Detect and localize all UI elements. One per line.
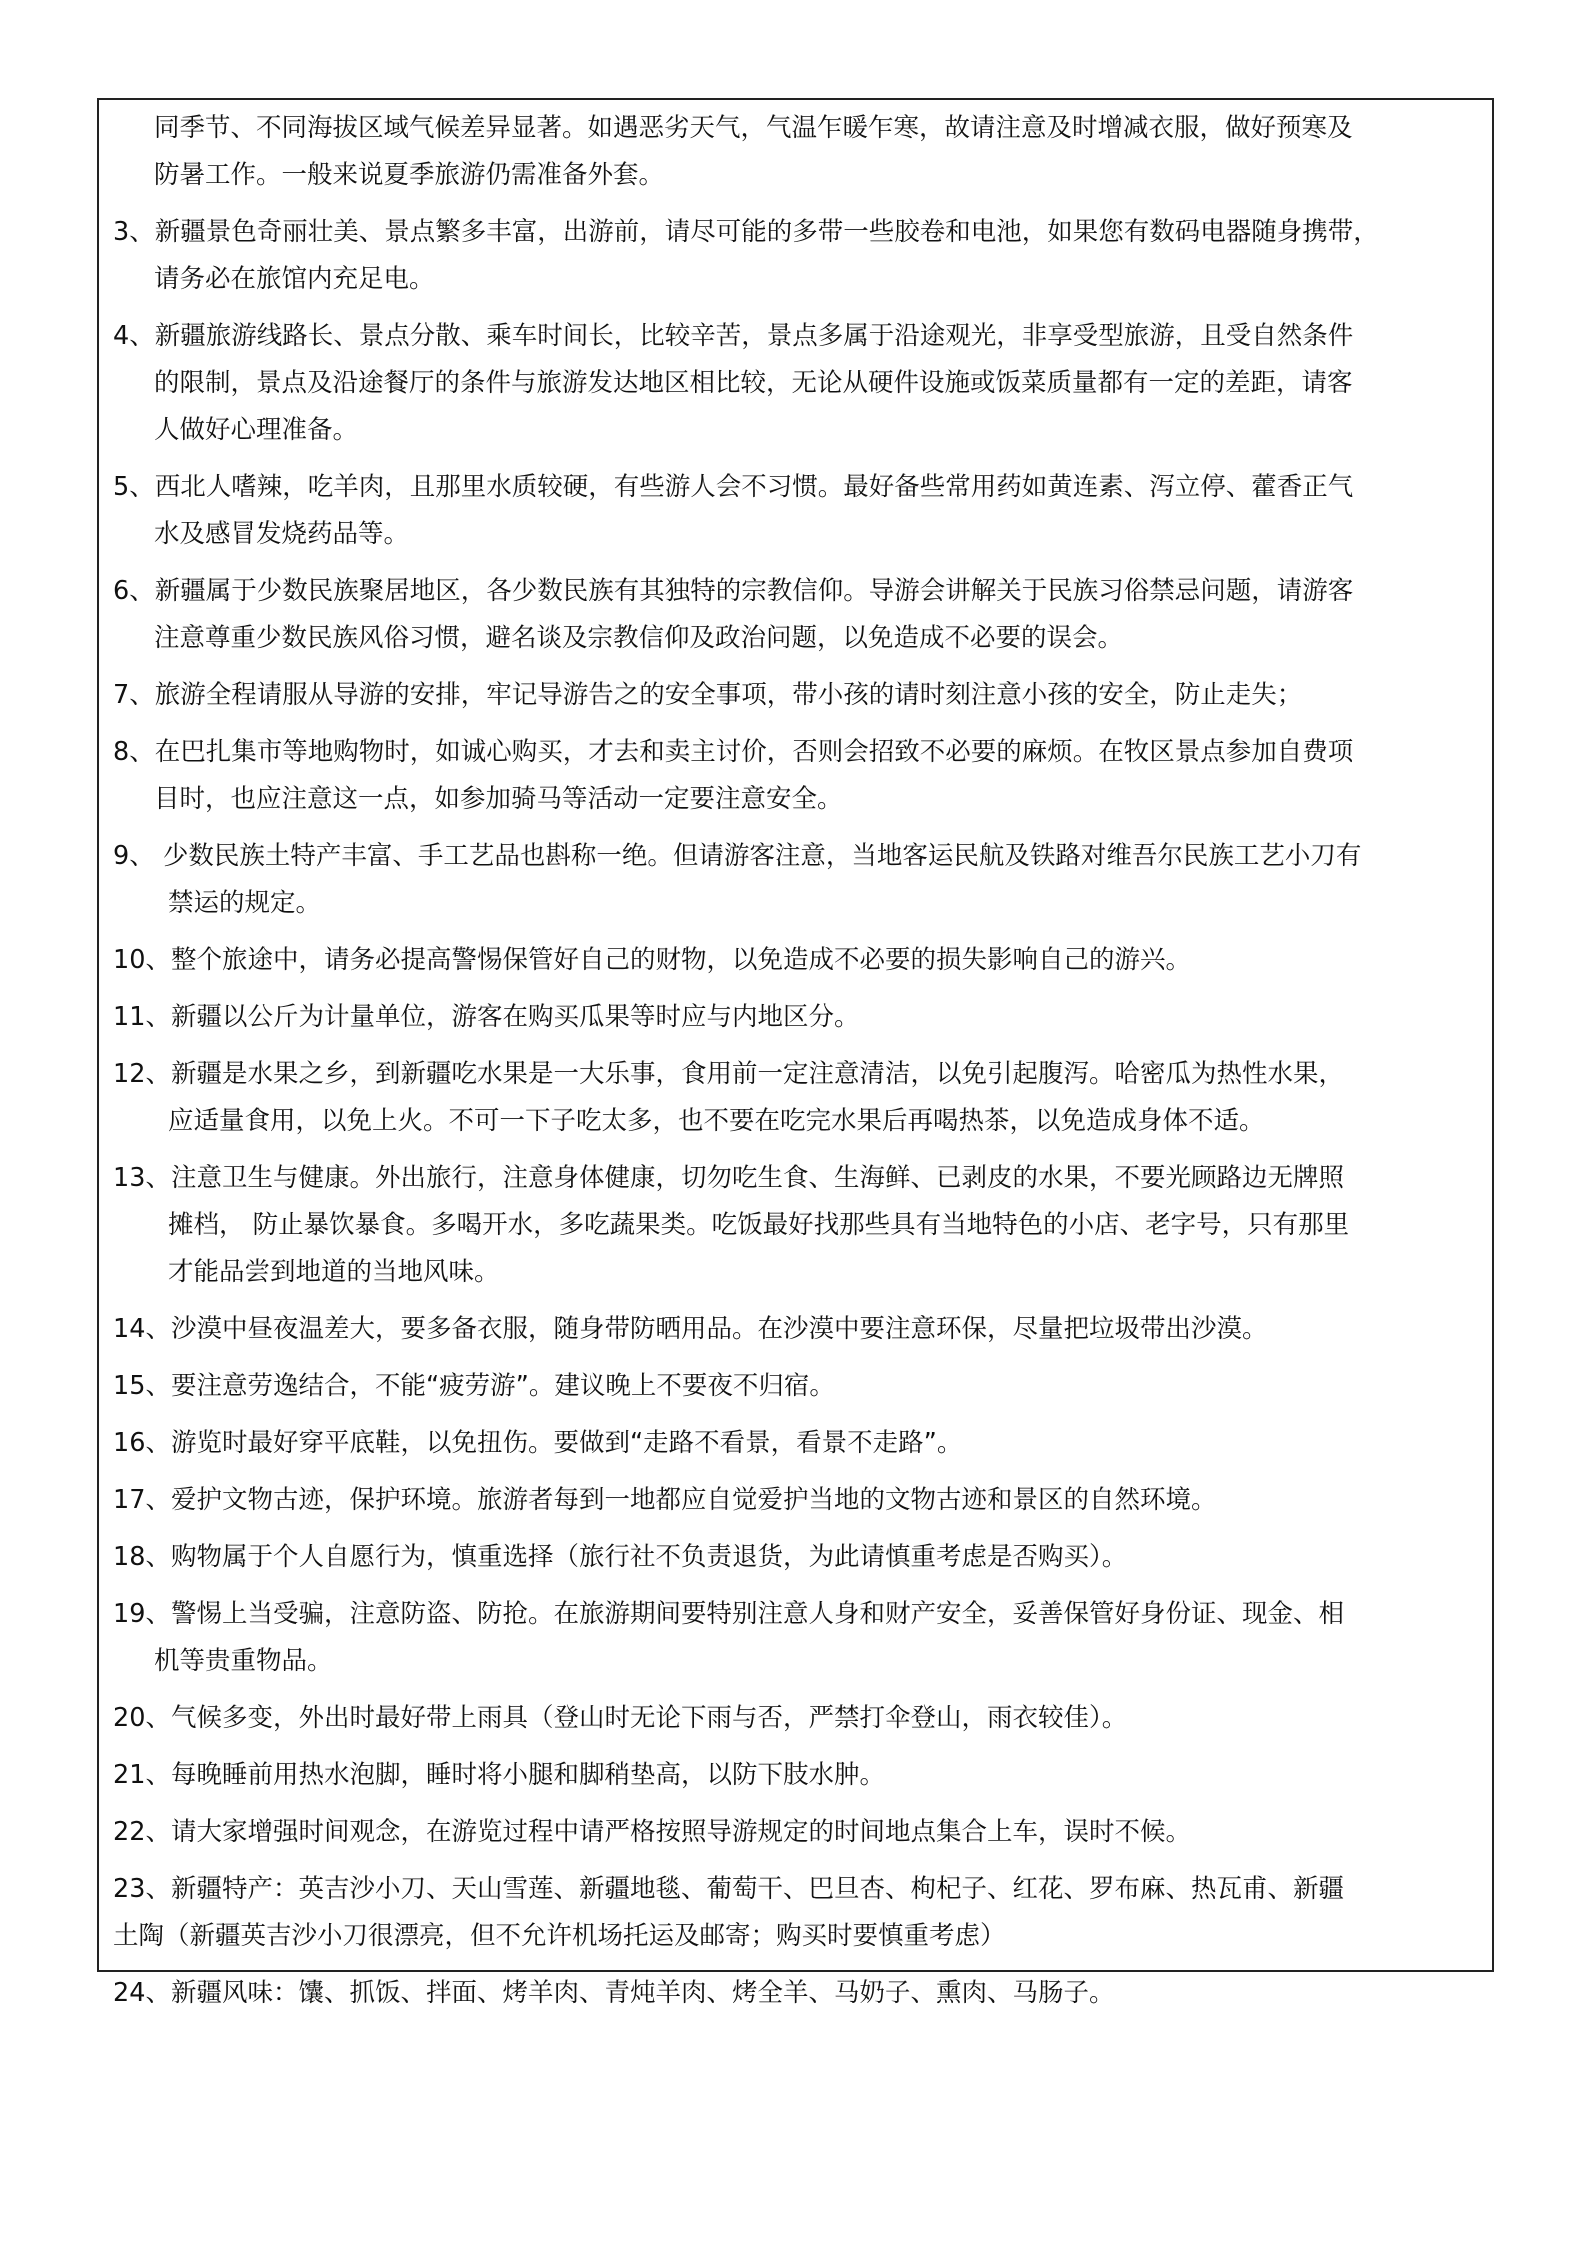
note-line: 注意尊重少数民族风俗习惯，避名谈及宗教信仰及政治问题，以免造成不必要的误会。 [154,623,1124,653]
note-item [113,313,1482,454]
note-item [113,1970,1482,2017]
note-line: 水及感冒发烧药品等。 [154,519,410,549]
travel-notes-list [113,105,1482,2027]
note-line: 12、新疆是水果之乡，到新疆吃水果是一大乐事，食用前一定注意清洁，以免引起腹泻。哈密瓜为热性水果， [113,1059,1344,1089]
note-item [113,209,1482,303]
note-item [113,568,1482,662]
note-line: 18、购物属于个人自愿行为，慎重选择（旅行社不负责退货，为此请慎重考虑是否购买）。 [113,1542,1128,1572]
note-line: 20、气候多变，外出时最好带上雨具（登山时无论下雨与否，严禁打伞登山，雨衣较佳）。 [113,1703,1128,1733]
note-item [113,1752,1482,1799]
note-item [113,1363,1482,1410]
note-line: 的限制，景点及沿途餐厅的条件与旅游发达地区相比较，无论从硬件设施或饭菜质量都有一定的差距，请客 [154,368,1353,398]
note-item [113,1155,1482,1296]
note-item [113,937,1482,984]
note-line: 应适量食用，以免上火。不可一下子吃太多，也不要在吃完水果后再喝热茶，以免造成身体不适。 [168,1106,1265,1136]
note-item [113,464,1482,558]
note-item [113,833,1482,927]
note-line: 23、新疆特产：英吉沙小刀、天山雪莲、新疆地毯、葡萄干、巴旦杏、枸杞子、红花、罗布麻、热瓦甫、新疆 [113,1874,1344,1904]
note-item [113,729,1482,823]
note-line: 禁运的规定。 [168,888,322,918]
note-line: 17、爱护文物古迹，保护环境。旅游者每到一地都应自觉爱护当地的文物古迹和景区的自然环境。 [113,1485,1217,1515]
notes-frame [97,98,1494,2008]
note-item [113,1866,1482,1960]
note-line: 7、旅游全程请服从导游的安排，牢记导游告之的安全事项，带小孩的请时刻注意小孩的安全，防止走失； [113,680,1303,710]
note-item [113,1051,1482,1145]
note-line: 14、沙漠中昼夜温差大，要多备衣服，随身带防晒用品。在沙漠中要注意环保，尽量把垃圾带出沙漠。 [113,1314,1268,1344]
note-line: 16、游览时最好穿平底鞋，以免扭伤。要做到“走路不看景，看景不走路”。 [113,1428,963,1458]
note-line: 同季节、不同海拔区域气候差异显著。如遇恶劣天气，气温乍暖乍寒，故请注意及时增减衣服，做好预寒及 [154,113,1353,143]
note-item [113,994,1482,1041]
note-line: 22、请大家增强时间观念，在游览过程中请严格按照导游规定的时间地点集合上车，误时不候。 [113,1817,1191,1847]
note-line: 才能品尝到地道的当地风味。 [168,1257,500,1287]
note-line: 摊档， 防止暴饮暴食。多喝开水，多吃蔬果类。吃饭最好找那些具有当地特色的小店、老字号，只有那里 [168,1210,1350,1240]
note-line: 10、整个旅途中，请务必提高警惕保管好自己的财物，以免造成不必要的损失影响自己的游兴。 [113,945,1191,975]
note-line: 19、警惕上当受骗，注意防盗、防抢。在旅游期间要特别注意人身和财产安全，妥善保管好身份证、现金、相 [113,1599,1344,1629]
note-line: 目时，也应注意这一点，如参加骑马等活动一定要注意安全。 [154,784,843,814]
note-line: 24、新疆风味：馕、抓饭、拌面、烤羊肉、青炖羊肉、烤全羊、马奶子、熏肉、马肠子。 [113,1978,1115,2008]
note-item [113,1420,1482,1467]
note-item [113,1695,1482,1742]
note-line: 防暑工作。一般来说夏季旅游仍需准备外套。 [154,160,665,190]
note-line: 9、 少数民族土特产丰富、手工艺品也斟称一绝。但请游客注意，当地客运民航及铁路对维吾尔民族工艺小刀有 [113,841,1362,871]
note-line: 21、每晚睡前用热水泡脚，睡时将小腿和脚稍垫高，以防下肢水肿。 [113,1760,885,1790]
note-item [113,1534,1482,1581]
note-item [113,1809,1482,1856]
note-line: 请务必在旅馆内充足电。 [154,264,435,294]
note-line: 8、在巴扎集市等地购物时，如诚心购买，才去和卖主讨价，否则会招致不必要的麻烦。在牧区景点参加自费项 [113,737,1354,767]
note-line: 3、新疆景色奇丽壮美、景点繁多丰富，出游前，请尽可能的多带一些胶卷和电池，如果您有数码电器随身携带， [113,217,1379,247]
note-item [113,1306,1482,1353]
note-line: 4、新疆旅游线路长、景点分散、乘车时间长，比较辛苦，景点多属于沿途观光，非享受型旅游，且受自然条件 [113,321,1354,351]
note-line: 人做好心理准备。 [154,415,359,445]
note-line: 机等贵重物品。 [154,1646,333,1676]
note-item [113,1591,1482,1685]
note-line: 13、注意卫生与健康。外出旅行，注意身体健康，切勿吃生食、生海鲜、已剥皮的水果，不要光顾路边无牌照 [113,1163,1344,1193]
note-line: 5、西北人嗜辣，吃羊肉，且那里水质较硬，有些游人会不习惯。最好备些常用药如黄连素、泻立停、藿香正气 [113,472,1354,502]
note-item [113,1477,1482,1524]
note-line: 土陶（新疆英吉沙小刀很漂亮，但不允许机场托运及邮寄；购买时要慎重考虑） [113,1921,1006,1951]
note-item [113,672,1482,719]
note-line: 6、新疆属于少数民族聚居地区，各少数民族有其独特的宗教信仰。导游会讲解关于民族习俗禁忌问题，请游客 [113,576,1354,606]
note-item [113,105,1482,199]
note-line: 11、新疆以公斤为计量单位，游客在购买瓜果等时应与内地区分。 [113,1002,860,1032]
note-line: 15、要注意劳逸结合，不能“疲劳游”。建议晚上不要夜不归宿。 [113,1371,835,1401]
